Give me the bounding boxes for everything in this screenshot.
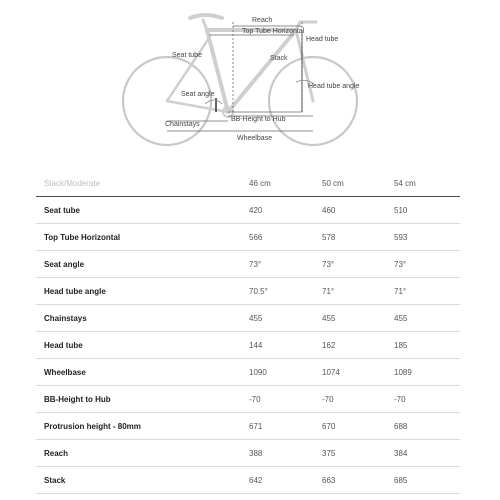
table-cell: 1074 xyxy=(314,359,386,386)
table-row xyxy=(36,386,460,413)
size-header: 50 cm xyxy=(314,170,386,197)
table-cell: 1090 xyxy=(241,359,314,386)
table-cell: 388 xyxy=(241,440,314,467)
table-row xyxy=(36,440,460,467)
diagram-label-head-tube-angle: Head tube angle xyxy=(308,83,360,90)
row-label: Seat tube xyxy=(36,197,241,224)
table-cell: 593 xyxy=(386,224,460,251)
table-cell: 578 xyxy=(314,224,386,251)
diagram-label-bb-height: BB-Height to Hub xyxy=(231,116,286,123)
table-cell: 73° xyxy=(241,251,314,278)
geometry-table xyxy=(36,170,460,494)
diagram-label-top-tube: Top Tube Horizontal xyxy=(242,28,305,35)
bike-geometry-diagram xyxy=(0,0,500,160)
table-cell: 460 xyxy=(314,197,386,224)
row-label: Wheelbase xyxy=(36,359,241,386)
table-cell: 384 xyxy=(386,440,460,467)
row-label: Head tube xyxy=(36,332,241,359)
table-row xyxy=(36,332,460,359)
table-row xyxy=(36,197,460,224)
table-cell: 455 xyxy=(314,305,386,332)
row-label: Chainstays xyxy=(36,305,241,332)
row-label: Top Tube Horizontal xyxy=(36,224,241,251)
table-cell: 144 xyxy=(241,332,314,359)
table-cell: 688 xyxy=(386,413,460,440)
diagram-label-seat-tube: Seat tube xyxy=(172,52,202,59)
table-cell: 73° xyxy=(386,251,460,278)
table-cell: 70.5° xyxy=(241,278,314,305)
table-cell: 670 xyxy=(314,413,386,440)
diagram-label-seat-angle: Seat angle xyxy=(181,91,215,98)
table-cell: 455 xyxy=(386,305,460,332)
diagram-label-stack: Stack xyxy=(270,55,288,62)
table-cell: -70 xyxy=(241,386,314,413)
row-label: Head tube angle xyxy=(36,278,241,305)
table-row xyxy=(36,305,460,332)
diagram-label-reach: Reach xyxy=(252,17,273,24)
measurement-lines xyxy=(167,22,314,131)
table-cell: 162 xyxy=(314,332,386,359)
table-cell: 566 xyxy=(241,224,314,251)
table-cell: 685 xyxy=(386,467,460,494)
table-row xyxy=(36,278,460,305)
table-cell: -70 xyxy=(386,386,460,413)
table-cell: 71° xyxy=(386,278,460,305)
table-cell: 375 xyxy=(314,440,386,467)
table-cell: 420 xyxy=(241,197,314,224)
table-cell: 663 xyxy=(314,467,386,494)
bike-diagram-svg xyxy=(0,0,500,160)
table-row xyxy=(36,359,460,386)
table-cell: 510 xyxy=(386,197,460,224)
size-header: 46 cm xyxy=(241,170,314,197)
diagram-label-chainstays: Chainstays xyxy=(165,121,200,128)
diagram-label-wheelbase: Wheelbase xyxy=(237,135,273,142)
table-cell: 455 xyxy=(241,305,314,332)
table-body xyxy=(36,197,460,494)
diagram-label-head-tube: Head tube xyxy=(306,36,339,43)
row-label: Reach xyxy=(36,440,241,467)
table-header-row xyxy=(36,170,460,197)
table-cell: 73° xyxy=(314,251,386,278)
size-header: 54 cm xyxy=(386,170,460,197)
table-row xyxy=(36,467,460,494)
table-cell: 1089 xyxy=(386,359,460,386)
table-row xyxy=(36,251,460,278)
table-cell: 671 xyxy=(241,413,314,440)
table-cell: 642 xyxy=(241,467,314,494)
table-cell: -70 xyxy=(314,386,386,413)
table-row xyxy=(36,413,460,440)
table-corner-label: Stack/Moderate xyxy=(36,170,241,197)
row-label: Stack xyxy=(36,467,241,494)
row-label: Protrusion height - 80mm xyxy=(36,413,241,440)
table-cell: 185 xyxy=(386,332,460,359)
row-label: BB-Height to Hub xyxy=(36,386,241,413)
row-label: Seat angle xyxy=(36,251,241,278)
table-cell: 71° xyxy=(314,278,386,305)
table-row xyxy=(36,224,460,251)
